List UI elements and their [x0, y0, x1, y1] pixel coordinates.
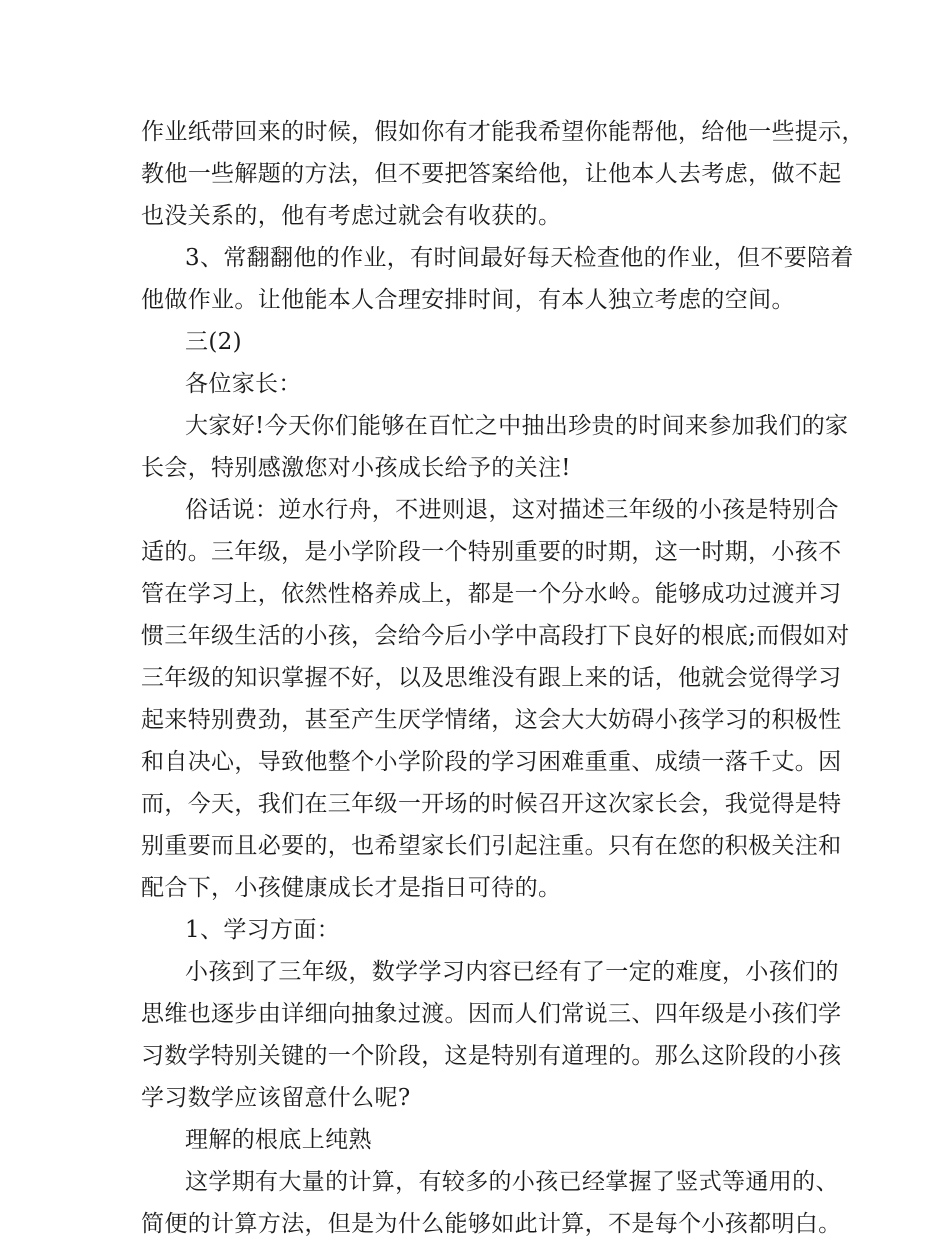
text-line: 长会，特别感激您对小孩成长给予的关注!: [141, 455, 571, 481]
text-line: 起来特别费劲，甚至产生厌学情绪，这会大大妨碍小孩学习的积极性: [141, 707, 842, 733]
section-heading: 1、学习方面：: [185, 917, 341, 943]
text-line: 学习数学应该留意什么呢?: [141, 1085, 411, 1111]
text-line: 教他一些解题的方法，但不要把答案给他，让他本人去考虑，做不起: [141, 161, 842, 187]
salutation: 各位家长：: [185, 371, 302, 397]
text-line: 大家好!今天你们能够在百忙之中抽出珍贵的时间来参加我们的家: [185, 413, 849, 439]
text-line: 思维也逐步由详细向抽象过渡。因而人们常说三、四年级是小孩们学: [141, 1001, 842, 1027]
text-line: 管在学习上，依然性格养成上，都是一个分水岭。能够成功过渡并习: [141, 581, 842, 607]
text-line: 配合下，小孩健康成长才是指日可待的。: [141, 875, 562, 901]
text-line: 3、常翻翻他的作业，有时间最好每天检查他的作业，但不要陪着: [185, 245, 854, 271]
text-line: 习数学特别关键的一个阶段，这是特别有道理的。那么这阶段的小孩: [141, 1043, 842, 1069]
text-line: 适的。三年级，是小学阶段一个特别重要的时期，这一时期，小孩不: [141, 539, 842, 565]
subheading: 理解的根底上纯熟: [185, 1127, 372, 1153]
text-line: 而，今天，我们在三年级一开场的时候召开这次家长会，我觉得是特: [141, 791, 842, 817]
text-line: 和自决心，导致他整个小学阶段的学习困难重重、成绩一落千丈。因: [141, 749, 842, 775]
text-line: 也没关系的，他有考虑过就会有收获的。: [141, 203, 562, 229]
text-line: 小孩到了三年级，数学学习内容已经有了一定的难度，小孩们的: [185, 959, 839, 985]
text-line: 惯三年级生活的小孩，会给今后小学中高段打下良好的根底;而假如对: [141, 623, 850, 649]
text-line: 简便的计算方法，但是为什么能够如此计算，不是每个小孩都明白。: [141, 1211, 842, 1237]
text-line: 别重要而且必要的，也希望家长们引起注重。只有在您的积极关注和: [141, 833, 842, 859]
text-line: 三年级的知识掌握不好，以及思维没有跟上来的话，他就会觉得学习: [141, 665, 842, 691]
section-heading: 三(2): [185, 329, 242, 355]
text-line: 俗话说：逆水行舟，不进则退，这对描述三年级的小孩是特别合: [185, 497, 839, 523]
text-line: 作业纸带回来的时候，假如你有才能我希望你能帮他，给他一些提示，: [141, 119, 865, 145]
text-line: 这学期有大量的计算，有较多的小孩已经掌握了竖式等通用的、: [185, 1169, 839, 1195]
text-line: 他做作业。让他能本人合理安排时间，有本人独立考虑的空间。: [141, 287, 795, 313]
